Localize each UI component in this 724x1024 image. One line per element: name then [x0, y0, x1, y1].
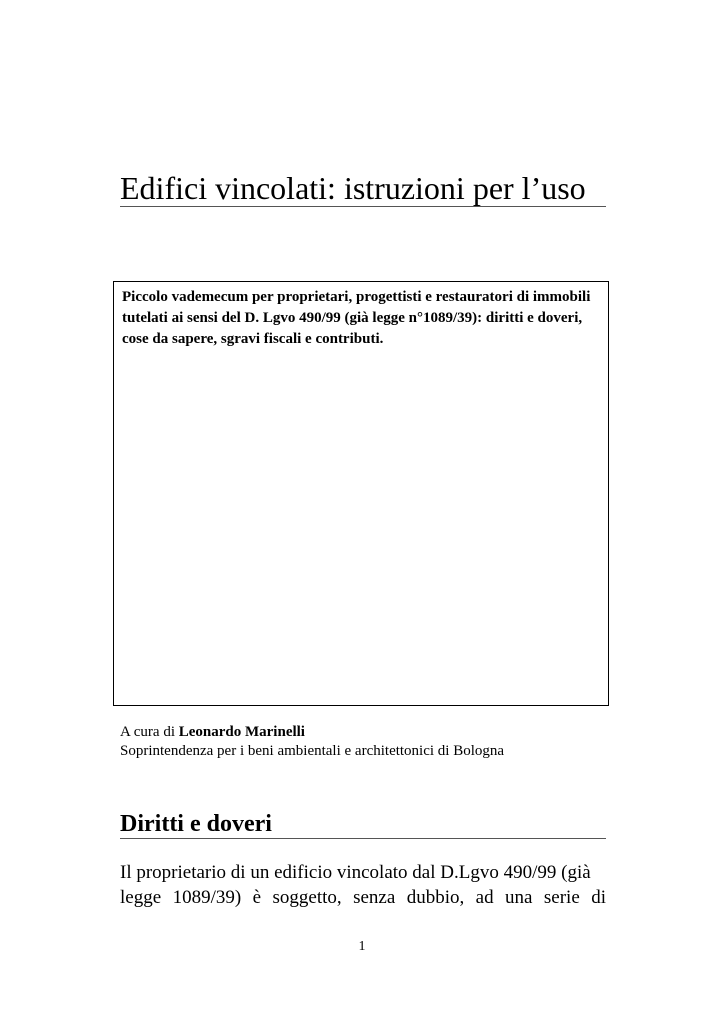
credit-block [120, 723, 504, 761]
paragraph-line: legge 1089/39) è soggetto, senza dubbio, ad una serie di [120, 887, 606, 908]
section-paragraph [120, 860, 606, 910]
section-heading: Diritti e doveri [120, 811, 272, 837]
paragraph-line: Il proprietario di un edificio vincolato dal D.Lgvo 490/99 (già [120, 862, 591, 883]
page-number: 1 [358, 939, 366, 954]
abstract-text: Piccolo vademecum per proprietari, progettisti e restauratori di immobili tutelati ai sensi del D. Lgvo 490/99 (già legge n°1089/39): diritti e doveri, cose da sapere, sgravi fiscali e contributi. [122, 289, 591, 347]
credit-affiliation: Soprintendenza per i beni ambientali e architettonici di Bologna [120, 743, 505, 759]
credit-author: Leonardo Marinelli [178, 724, 305, 740]
section-underline [120, 838, 606, 839]
abstract-box [113, 281, 609, 706]
credit-line [120, 723, 504, 742]
credit-prefix: A cura di [120, 724, 179, 740]
title-underline [120, 206, 606, 207]
document-title: Edifici vincolati: istruzioni per l’uso [120, 170, 586, 206]
